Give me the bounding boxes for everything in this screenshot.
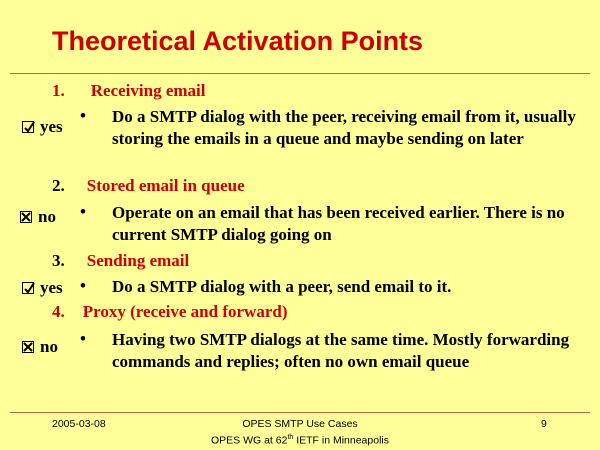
item-3-number: 3.: [52, 251, 65, 270]
item-1-status-label: yes: [40, 117, 63, 136]
title-divider: [10, 73, 590, 74]
footer-date: 2005-03-08: [52, 418, 106, 430]
item-4-text: Having two SMTP dialogs at the same time. Mostly forwarding commands and replies; often no own email queue: [112, 330, 570, 371]
item-4-status-label: no: [40, 337, 58, 356]
item-3-bullet: •: [80, 276, 86, 295]
item-2-status-label: no: [38, 207, 56, 226]
crossed-box-icon: [22, 341, 34, 353]
page-number: 9: [541, 418, 547, 430]
slide-title: Theoretical Activation Points: [52, 26, 424, 56]
item-4-heading: Proxy (receive and forward): [82, 302, 288, 321]
item-1-number: 1.: [52, 81, 65, 100]
item-4-status: [22, 337, 58, 357]
item-4-number: 4.: [52, 302, 65, 321]
item-2-number: 2.: [52, 176, 65, 195]
checked-box-icon: [22, 121, 34, 133]
item-3-heading: Sending email: [86, 251, 190, 270]
item-1-status: [22, 117, 63, 137]
item-2-header: [52, 176, 245, 196]
item-1-heading: Receiving email: [90, 81, 206, 100]
item-4-header: [52, 302, 287, 322]
item-4-bullet: •: [80, 329, 86, 348]
footer-center: [160, 418, 440, 448]
footer-line-2: OPES WG at 62th IETF in Minneapolis: [210, 434, 389, 447]
item-3-header: [52, 251, 189, 271]
item-2-bullet: •: [80, 202, 86, 221]
crossed-box-icon: [20, 211, 32, 223]
item-3-text: Do a SMTP dialog with a peer, send email to it.: [112, 277, 452, 296]
item-1-text: Do a SMTP dialog with the peer, receiving email from it, usually storing the emails in a queue and maybe sending on later: [112, 107, 576, 148]
checked-box-icon: [22, 282, 34, 294]
item-2-text: Operate on an email that has been received earlier. There is no current SMTP dialog going on: [112, 203, 565, 244]
footer-divider: [10, 412, 590, 413]
item-2-heading: Stored email in queue: [86, 176, 245, 195]
item-3-status-label: yes: [40, 278, 63, 297]
footer-line-1: OPES SMTP Use Cases: [242, 418, 358, 430]
item-1-bullet: •: [80, 106, 86, 125]
item-3-status: [22, 278, 63, 298]
item-1-header: [52, 81, 205, 101]
item-2-status: [20, 207, 56, 227]
